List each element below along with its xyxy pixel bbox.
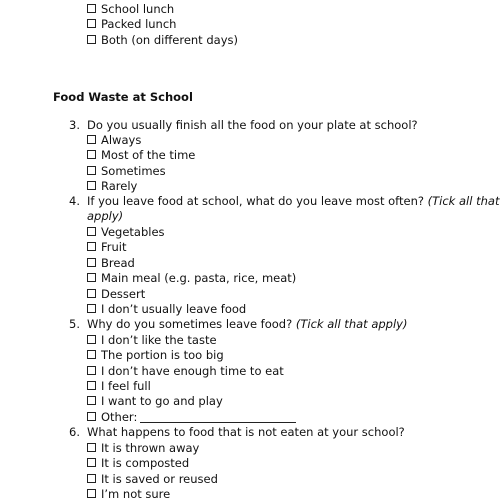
- checkbox[interactable]: [87, 335, 96, 344]
- option-both[interactable]: Both (on different days): [87, 33, 238, 48]
- checkbox[interactable]: [87, 381, 96, 390]
- checkbox[interactable]: [87, 366, 96, 375]
- question-text: If you leave food at school, what do you leave most often?: [87, 194, 424, 208]
- checkbox[interactable]: [87, 412, 96, 421]
- question-6: [69, 425, 405, 440]
- option-sometimes[interactable]: Sometimes: [87, 164, 166, 179]
- option-most-of-the-time[interactable]: Most of the time: [87, 148, 195, 163]
- question-number: 3.: [69, 118, 80, 132]
- question-note-continued: apply): [87, 209, 124, 223]
- option-feel-full[interactable]: I feel full: [87, 379, 151, 394]
- checkbox[interactable]: [87, 135, 96, 144]
- checkbox[interactable]: [87, 489, 96, 498]
- option-not-enough-time[interactable]: I don’t have enough time to eat: [87, 364, 284, 379]
- checkbox[interactable]: [87, 4, 96, 13]
- question-4: [69, 194, 499, 209]
- question-5: [69, 317, 407, 332]
- checkbox[interactable]: [87, 458, 96, 467]
- option-other[interactable]: Other:: [87, 410, 296, 425]
- option-not-sure[interactable]: I’m not sure: [87, 487, 170, 502]
- checkbox[interactable]: [87, 304, 96, 313]
- checkbox[interactable]: [87, 396, 96, 405]
- checkbox[interactable]: [87, 289, 96, 298]
- option-thrown-away[interactable]: It is thrown away: [87, 441, 199, 456]
- checkbox[interactable]: [87, 181, 96, 190]
- checkbox[interactable]: [87, 166, 96, 175]
- option-school-lunch[interactable]: School lunch: [87, 2, 174, 17]
- option-composted[interactable]: It is composted: [87, 456, 189, 471]
- checkbox[interactable]: [87, 150, 96, 159]
- question-note: (Tick all that: [427, 194, 500, 208]
- option-fruit[interactable]: Fruit: [87, 240, 127, 255]
- question-text: What happens to food that is not eaten at your school?: [87, 425, 405, 439]
- checkbox[interactable]: [87, 227, 96, 236]
- option-dessert[interactable]: Dessert: [87, 287, 145, 302]
- question-number: 6.: [69, 425, 80, 439]
- checkbox[interactable]: [87, 35, 96, 44]
- question-number: 5.: [69, 317, 80, 331]
- section-heading: Food Waste at School: [53, 90, 193, 104]
- option-main-meal[interactable]: Main meal (e.g. pasta, rice, meat): [87, 271, 296, 286]
- checkbox[interactable]: [87, 19, 96, 28]
- option-packed-lunch[interactable]: Packed lunch: [87, 17, 176, 32]
- option-vegetables[interactable]: Vegetables: [87, 225, 165, 240]
- checkbox[interactable]: [87, 474, 96, 483]
- option-dislike-taste[interactable]: I don’t like the taste: [87, 333, 217, 348]
- checkbox[interactable]: [87, 242, 96, 251]
- option-go-and-play[interactable]: I want to go and play: [87, 394, 223, 409]
- option-bread[interactable]: Bread: [87, 256, 135, 271]
- question-number: 4.: [69, 194, 80, 208]
- checkbox[interactable]: [87, 258, 96, 267]
- checkbox[interactable]: [87, 273, 96, 282]
- option-portion-too-big[interactable]: The portion is too big: [87, 348, 224, 363]
- checkbox[interactable]: [87, 443, 96, 452]
- checkbox[interactable]: [87, 350, 96, 359]
- option-rarely[interactable]: Rarely: [87, 179, 137, 194]
- question-note: (Tick all that apply): [295, 317, 408, 331]
- question-3: [69, 118, 418, 133]
- question-text: Why do you sometimes leave food?: [87, 317, 293, 331]
- option-saved-or-reused[interactable]: It is saved or reused: [87, 472, 218, 487]
- other-text-line[interactable]: [140, 411, 296, 423]
- option-no-leftover[interactable]: I don’t usually leave food: [87, 302, 246, 317]
- option-always[interactable]: Always: [87, 133, 141, 148]
- question-text: Do you usually finish all the food on your plate at school?: [87, 118, 418, 132]
